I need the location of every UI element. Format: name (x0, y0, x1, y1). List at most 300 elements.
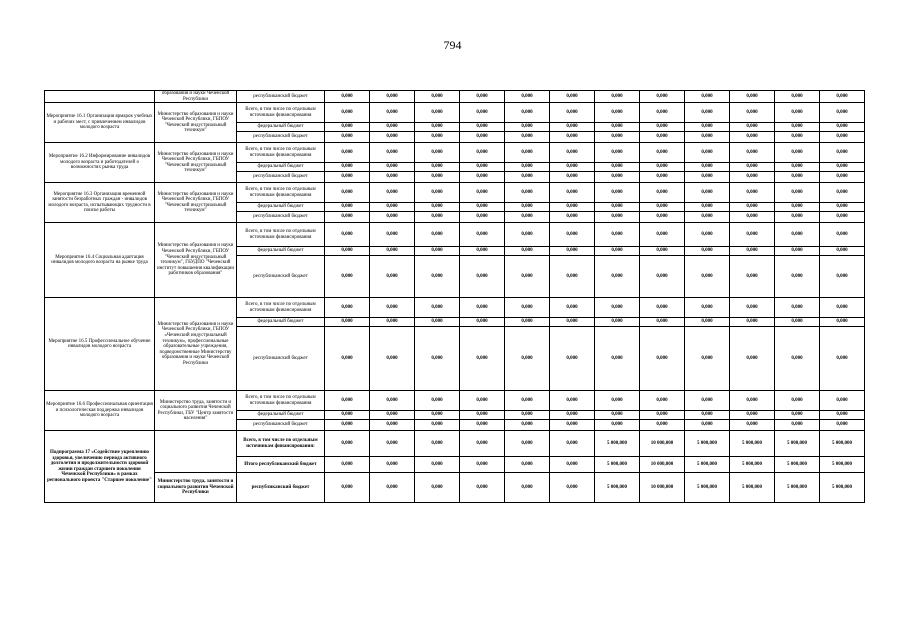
value-cell: 0,000 (775, 203, 820, 212)
value-cell: 0,000 (820, 183, 865, 203)
funding-source-cell: федеральный бюджет (237, 318, 325, 327)
value-cell: 0,000 (820, 256, 865, 298)
value-cell: 0,000 (730, 203, 775, 212)
executor-cell: образования и науки Чеченской Республики (155, 91, 237, 103)
value-cell: 0,000 (640, 256, 685, 298)
value-cell: 0,000 (415, 163, 460, 172)
value-cell: 0,000 (730, 420, 775, 431)
budget-table-body (45, 91, 865, 503)
value-cell: 0,000 (460, 298, 505, 318)
value-cell: 0,000 (775, 91, 820, 103)
value-cell: 0,000 (685, 143, 730, 163)
value-cell: 0,000 (415, 247, 460, 256)
funding-source-cell: федеральный бюджет (237, 411, 325, 420)
funding-source-cell: федеральный бюджет (237, 123, 325, 132)
value-cell: 0,000 (370, 132, 415, 143)
value-cell: 0,000 (505, 457, 550, 473)
funding-source-cell: Итого республиканский бюджет (237, 457, 325, 473)
value-cell: 0,000 (460, 172, 505, 183)
value-cell: 0,000 (820, 247, 865, 256)
value-cell: 0,000 (595, 298, 640, 318)
value-cell: 0,000 (550, 256, 595, 298)
value-cell: 0,000 (595, 256, 640, 298)
value-cell: 0,000 (325, 223, 370, 247)
executor-cell: Министерство образования и науки Чеченской Республики, ГБПОУ "Чеченский индустриальный техникум" (155, 183, 237, 223)
value-cell: 0,000 (460, 473, 505, 503)
value-cell: 0,000 (685, 318, 730, 327)
value-cell: 0,000 (460, 183, 505, 203)
value-cell: 0,000 (775, 223, 820, 247)
funding-source-cell: республиканский бюджет (237, 172, 325, 183)
value-cell: 5 000,000 (730, 457, 775, 473)
value-cell: 0,000 (820, 318, 865, 327)
value-cell: 0,000 (775, 327, 820, 391)
value-cell: 0,000 (685, 103, 730, 123)
value-cell: 0,000 (325, 457, 370, 473)
value-cell: 0,000 (775, 172, 820, 183)
value-cell: 0,000 (595, 420, 640, 431)
value-cell: 0,000 (640, 420, 685, 431)
value-cell: 0,000 (415, 172, 460, 183)
value-cell: 0,000 (730, 256, 775, 298)
value-cell: 5 000,000 (685, 473, 730, 503)
table-row (45, 103, 865, 123)
value-cell: 0,000 (640, 172, 685, 183)
value-cell: 0,000 (730, 247, 775, 256)
value-cell: 0,000 (550, 431, 595, 457)
value-cell: 0,000 (415, 203, 460, 212)
value-cell: 0,000 (415, 123, 460, 132)
value-cell: 0,000 (505, 163, 550, 172)
value-cell: 0,000 (415, 183, 460, 203)
value-cell: 0,000 (325, 212, 370, 223)
value-cell: 0,000 (325, 391, 370, 411)
value-cell: 0,000 (460, 256, 505, 298)
value-cell: 0,000 (595, 172, 640, 183)
value-cell: 0,000 (550, 163, 595, 172)
subprogram-row (45, 431, 865, 457)
value-cell: 0,000 (820, 123, 865, 132)
value-cell: 0,000 (505, 298, 550, 318)
value-cell: 5 000,000 (820, 431, 865, 457)
value-cell: 0,000 (415, 420, 460, 431)
value-cell: 0,000 (550, 411, 595, 420)
value-cell: 0,000 (370, 172, 415, 183)
value-cell: 0,000 (415, 327, 460, 391)
funding-source-cell: Всего, в том числе по отдельным источникам финансирования (237, 391, 325, 411)
value-cell: 10 000,000 (640, 457, 685, 473)
value-cell: 0,000 (550, 203, 595, 212)
value-cell: 0,000 (325, 123, 370, 132)
value-cell: 0,000 (415, 431, 460, 457)
value-cell: 0,000 (325, 103, 370, 123)
value-cell: 0,000 (685, 247, 730, 256)
value-cell: 0,000 (460, 431, 505, 457)
value-cell: 0,000 (730, 411, 775, 420)
value-cell: 0,000 (820, 420, 865, 431)
value-cell: 0,000 (685, 163, 730, 172)
value-cell: 0,000 (775, 318, 820, 327)
value-cell: 0,000 (325, 473, 370, 503)
value-cell: 0,000 (460, 391, 505, 411)
value-cell: 5 000,000 (595, 473, 640, 503)
value-cell: 0,000 (595, 183, 640, 203)
value-cell: 0,000 (325, 172, 370, 183)
funding-source-cell: республиканский бюджет (237, 327, 325, 391)
value-cell: 0,000 (775, 411, 820, 420)
value-cell: 0,000 (370, 457, 415, 473)
funding-source-cell: федеральный бюджет (237, 247, 325, 256)
value-cell: 0,000 (775, 132, 820, 143)
value-cell: 0,000 (640, 318, 685, 327)
value-cell: 10 000,000 (640, 431, 685, 457)
value-cell: 0,000 (505, 411, 550, 420)
value-cell: 0,000 (460, 203, 505, 212)
value-cell: 0,000 (505, 327, 550, 391)
value-cell: 0,000 (775, 298, 820, 318)
value-cell: 0,000 (685, 420, 730, 431)
value-cell: 0,000 (370, 212, 415, 223)
value-cell: 0,000 (550, 457, 595, 473)
measure-name-cell: Мероприятие 16.3 Организация временной занятости безработных граждан - инвалидов молодого возраста, испытывающих трудности в поиске работы (45, 183, 155, 223)
value-cell: 0,000 (640, 143, 685, 163)
value-cell: 0,000 (325, 327, 370, 391)
value-cell: 0,000 (505, 91, 550, 103)
value-cell: 0,000 (640, 123, 685, 132)
value-cell: 0,000 (415, 457, 460, 473)
value-cell: 10 000,000 (640, 473, 685, 503)
value-cell: 0,000 (730, 318, 775, 327)
value-cell: 0,000 (415, 256, 460, 298)
value-cell: 0,000 (370, 163, 415, 172)
value-cell: 0,000 (820, 203, 865, 212)
funding-source-cell: Всего, в том числе по отдельным источникам финансирования: (237, 431, 325, 457)
value-cell: 0,000 (775, 420, 820, 431)
value-cell: 0,000 (820, 163, 865, 172)
value-cell: 0,000 (505, 420, 550, 431)
value-cell: 0,000 (820, 223, 865, 247)
value-cell: 0,000 (550, 212, 595, 223)
value-cell: 0,000 (505, 247, 550, 256)
value-cell: 0,000 (730, 143, 775, 163)
value-cell: 0,000 (775, 143, 820, 163)
value-cell: 0,000 (685, 327, 730, 391)
value-cell: 5 000,000 (775, 431, 820, 457)
value-cell: 0,000 (730, 327, 775, 391)
value-cell: 0,000 (370, 391, 415, 411)
value-cell: 0,000 (370, 411, 415, 420)
funding-source-cell: республиканский бюджет (237, 132, 325, 143)
value-cell: 0,000 (325, 183, 370, 203)
value-cell: 0,000 (595, 143, 640, 163)
value-cell: 0,000 (415, 212, 460, 223)
value-cell: 0,000 (595, 163, 640, 172)
value-cell: 0,000 (775, 103, 820, 123)
value-cell: 0,000 (685, 91, 730, 103)
value-cell: 0,000 (595, 247, 640, 256)
value-cell: 0,000 (775, 212, 820, 223)
value-cell: 0,000 (370, 318, 415, 327)
value-cell: 0,000 (325, 420, 370, 431)
value-cell: 0,000 (820, 327, 865, 391)
value-cell: 0,000 (595, 123, 640, 132)
value-cell: 0,000 (370, 327, 415, 391)
value-cell: 0,000 (595, 391, 640, 411)
value-cell: 0,000 (460, 327, 505, 391)
value-cell: 5 000,000 (775, 473, 820, 503)
value-cell: 0,000 (370, 256, 415, 298)
value-cell: 0,000 (685, 256, 730, 298)
value-cell: 0,000 (550, 391, 595, 411)
value-cell: 0,000 (595, 212, 640, 223)
value-cell: 0,000 (640, 327, 685, 391)
value-cell: 0,000 (640, 411, 685, 420)
value-cell: 0,000 (325, 163, 370, 172)
value-cell: 0,000 (505, 132, 550, 143)
executor-cell (155, 431, 237, 473)
value-cell: 0,000 (505, 391, 550, 411)
value-cell: 0,000 (685, 223, 730, 247)
value-cell: 0,000 (370, 203, 415, 212)
value-cell: 0,000 (685, 203, 730, 212)
value-cell: 0,000 (505, 123, 550, 132)
funding-source-cell: республиканский бюджет (237, 420, 325, 431)
value-cell: 0,000 (595, 318, 640, 327)
subprogram-row (45, 473, 865, 503)
value-cell: 0,000 (370, 420, 415, 431)
value-cell: 0,000 (550, 223, 595, 247)
value-cell: 0,000 (460, 318, 505, 327)
value-cell: 0,000 (640, 298, 685, 318)
value-cell: 0,000 (415, 298, 460, 318)
executor-cell: Министерство образования и науки Чеченской Республики, ГБПОУ "Чеченский индустриальный техникум" (155, 103, 237, 143)
value-cell: 0,000 (460, 103, 505, 123)
value-cell: 0,000 (595, 223, 640, 247)
value-cell: 0,000 (505, 318, 550, 327)
value-cell: 0,000 (595, 411, 640, 420)
value-cell: 0,000 (550, 327, 595, 391)
value-cell: 0,000 (505, 183, 550, 203)
value-cell: 0,000 (460, 420, 505, 431)
value-cell: 5 000,000 (595, 457, 640, 473)
value-cell: 0,000 (460, 223, 505, 247)
value-cell: 0,000 (685, 172, 730, 183)
value-cell: 0,000 (325, 143, 370, 163)
table-row (45, 91, 865, 103)
value-cell: 0,000 (640, 91, 685, 103)
value-cell: 0,000 (595, 103, 640, 123)
value-cell: 0,000 (550, 318, 595, 327)
value-cell: 0,000 (370, 473, 415, 503)
value-cell: 0,000 (685, 132, 730, 143)
value-cell: 0,000 (370, 123, 415, 132)
value-cell: 0,000 (370, 298, 415, 318)
measure-name-cell: Мероприятие 16.5 Профессиональное обучение инвалидов молодого возраста (45, 298, 155, 391)
executor-cell: Министерство труда, занятости и социального развития Чеченской Республики, ГБУ "Центр занятости населения" (155, 391, 237, 431)
value-cell: 0,000 (730, 223, 775, 247)
executor-cell: Министерство образования и науки Чеченской Республики, ГБПОУ «Чеченский индустриальный техникум», профессиональные образовательные учреждения, подведомственные Министерству образования и науки Чеченской Республики (155, 298, 237, 391)
value-cell: 0,000 (820, 212, 865, 223)
value-cell: 0,000 (460, 457, 505, 473)
value-cell: 0,000 (685, 411, 730, 420)
value-cell: 0,000 (460, 132, 505, 143)
value-cell: 0,000 (370, 91, 415, 103)
value-cell: 0,000 (640, 247, 685, 256)
table-row (45, 183, 865, 203)
value-cell: 0,000 (640, 163, 685, 172)
value-cell: 0,000 (460, 411, 505, 420)
value-cell: 0,000 (325, 431, 370, 457)
value-cell: 0,000 (595, 132, 640, 143)
value-cell: 0,000 (550, 123, 595, 132)
funding-source-cell: республиканский бюджет (237, 473, 325, 503)
value-cell: 0,000 (460, 123, 505, 132)
value-cell: 0,000 (640, 212, 685, 223)
value-cell: 0,000 (370, 247, 415, 256)
value-cell: 0,000 (730, 163, 775, 172)
value-cell: 0,000 (415, 143, 460, 163)
measure-name-cell: Мероприятие 16.6 Профессиональная ориентация и психологическая поддержка инвалидов молодого возраста (45, 391, 155, 431)
executor-cell: Министерство труда, занятости и социального развития Чеченской Республики (155, 473, 237, 503)
value-cell: 0,000 (820, 298, 865, 318)
value-cell: 0,000 (820, 143, 865, 163)
value-cell: 0,000 (415, 318, 460, 327)
value-cell: 0,000 (595, 327, 640, 391)
value-cell: 0,000 (640, 132, 685, 143)
value-cell: 0,000 (370, 103, 415, 123)
value-cell: 0,000 (685, 183, 730, 203)
value-cell: 0,000 (730, 172, 775, 183)
value-cell: 0,000 (505, 212, 550, 223)
measure-name-cell: Мероприятие 16.4 Социальная адаптация инвалидов молодого возраста на рынке труда (45, 223, 155, 298)
value-cell: 0,000 (325, 247, 370, 256)
value-cell: 0,000 (640, 203, 685, 212)
measure-name-cell: Мероприятие 16.1 Организация ярмарок учебных и рабочих мест, с привлечением инвалидов молодого возраста (45, 103, 155, 143)
value-cell: 0,000 (415, 91, 460, 103)
funding-source-cell: Всего, в том числе по отдельным источникам финансирования (237, 298, 325, 318)
value-cell: 0,000 (505, 431, 550, 457)
value-cell: 0,000 (775, 183, 820, 203)
value-cell: 0,000 (775, 247, 820, 256)
value-cell: 0,000 (730, 103, 775, 123)
value-cell: 0,000 (640, 183, 685, 203)
funding-source-cell: Всего, в том числе по отдельным источникам финансирования (237, 223, 325, 247)
value-cell: 0,000 (460, 91, 505, 103)
value-cell: 0,000 (505, 223, 550, 247)
value-cell: 0,000 (325, 132, 370, 143)
subprogram-name-cell: Подпрограмма 17 «Содействие укреплению здоровья, увеличению периода активного долголетия и продолжительности здоровой жизни граждан старшего поколения Чеченской Республики» в рамках регионального проекта "Старшее поколение" (45, 431, 155, 503)
value-cell: 0,000 (370, 223, 415, 247)
table-row (45, 391, 865, 411)
value-cell: 0,000 (820, 91, 865, 103)
value-cell: 0,000 (775, 123, 820, 132)
value-cell: 0,000 (820, 411, 865, 420)
measure-name-cell: Мероприятие 16.2 Информирование инвалидов молодого возраста и работодателей о возможностях рынка труда (45, 143, 155, 183)
value-cell: 0,000 (415, 103, 460, 123)
value-cell: 0,000 (640, 223, 685, 247)
value-cell: 5 000,000 (820, 457, 865, 473)
value-cell: 0,000 (460, 163, 505, 172)
value-cell: 0,000 (550, 132, 595, 143)
value-cell: 0,000 (550, 143, 595, 163)
value-cell: 0,000 (550, 91, 595, 103)
executor-cell: Министерство образования и науки Чеченской Республики, ГБПОУ "Чеченский индустриальный техникум", ГБУДПО "Чеченский институт повышения квалификации работников образования" (155, 223, 237, 298)
funding-source-cell: республиканский бюджет (237, 256, 325, 298)
value-cell: 0,000 (505, 103, 550, 123)
value-cell: 0,000 (505, 143, 550, 163)
value-cell: 0,000 (550, 183, 595, 203)
value-cell: 0,000 (460, 143, 505, 163)
value-cell: 0,000 (325, 91, 370, 103)
value-cell: 0,000 (730, 132, 775, 143)
value-cell: 0,000 (325, 318, 370, 327)
value-cell: 5 000,000 (685, 457, 730, 473)
table-row (45, 298, 865, 318)
value-cell: 0,000 (415, 391, 460, 411)
value-cell: 0,000 (820, 172, 865, 183)
value-cell: 5 000,000 (685, 431, 730, 457)
value-cell: 0,000 (325, 411, 370, 420)
value-cell: 5 000,000 (730, 473, 775, 503)
value-cell: 0,000 (370, 143, 415, 163)
value-cell: 0,000 (730, 123, 775, 132)
value-cell: 0,000 (730, 91, 775, 103)
value-cell: 0,000 (685, 123, 730, 132)
value-cell: 5 000,000 (775, 457, 820, 473)
budget-table (44, 90, 865, 503)
value-cell: 0,000 (505, 172, 550, 183)
table-row (45, 223, 865, 247)
funding-source-cell: федеральный бюджет (237, 203, 325, 212)
value-cell: 0,000 (775, 163, 820, 172)
value-cell: 0,000 (820, 103, 865, 123)
value-cell: 0,000 (820, 132, 865, 143)
table-row (45, 143, 865, 163)
value-cell: 0,000 (550, 172, 595, 183)
value-cell: 0,000 (685, 298, 730, 318)
value-cell: 0,000 (820, 391, 865, 411)
value-cell: 0,000 (370, 183, 415, 203)
value-cell: 5 000,000 (595, 431, 640, 457)
value-cell: 0,000 (775, 256, 820, 298)
value-cell: 0,000 (415, 473, 460, 503)
value-cell: 0,000 (775, 391, 820, 411)
funding-source-cell: Всего, в том числе по отдельным источникам финансирования (237, 103, 325, 123)
value-cell: 0,000 (325, 203, 370, 212)
value-cell: 0,000 (550, 473, 595, 503)
value-cell: 0,000 (460, 247, 505, 256)
value-cell: 0,000 (550, 298, 595, 318)
value-cell: 0,000 (640, 391, 685, 411)
value-cell: 0,000 (730, 391, 775, 411)
value-cell: 0,000 (460, 212, 505, 223)
value-cell: 0,000 (325, 298, 370, 318)
value-cell: 0,000 (730, 183, 775, 203)
measure-name-cell (45, 91, 155, 103)
value-cell: 0,000 (505, 473, 550, 503)
funding-source-cell: республиканский бюджет (237, 212, 325, 223)
value-cell: 0,000 (505, 203, 550, 212)
value-cell: 0,000 (325, 256, 370, 298)
value-cell: 0,000 (415, 223, 460, 247)
funding-source-cell: федеральный бюджет (237, 163, 325, 172)
value-cell: 0,000 (685, 391, 730, 411)
value-cell: 0,000 (685, 212, 730, 223)
value-cell: 5 000,000 (730, 431, 775, 457)
value-cell: 5 000,000 (820, 473, 865, 503)
value-cell: 0,000 (415, 411, 460, 420)
value-cell: 0,000 (640, 103, 685, 123)
